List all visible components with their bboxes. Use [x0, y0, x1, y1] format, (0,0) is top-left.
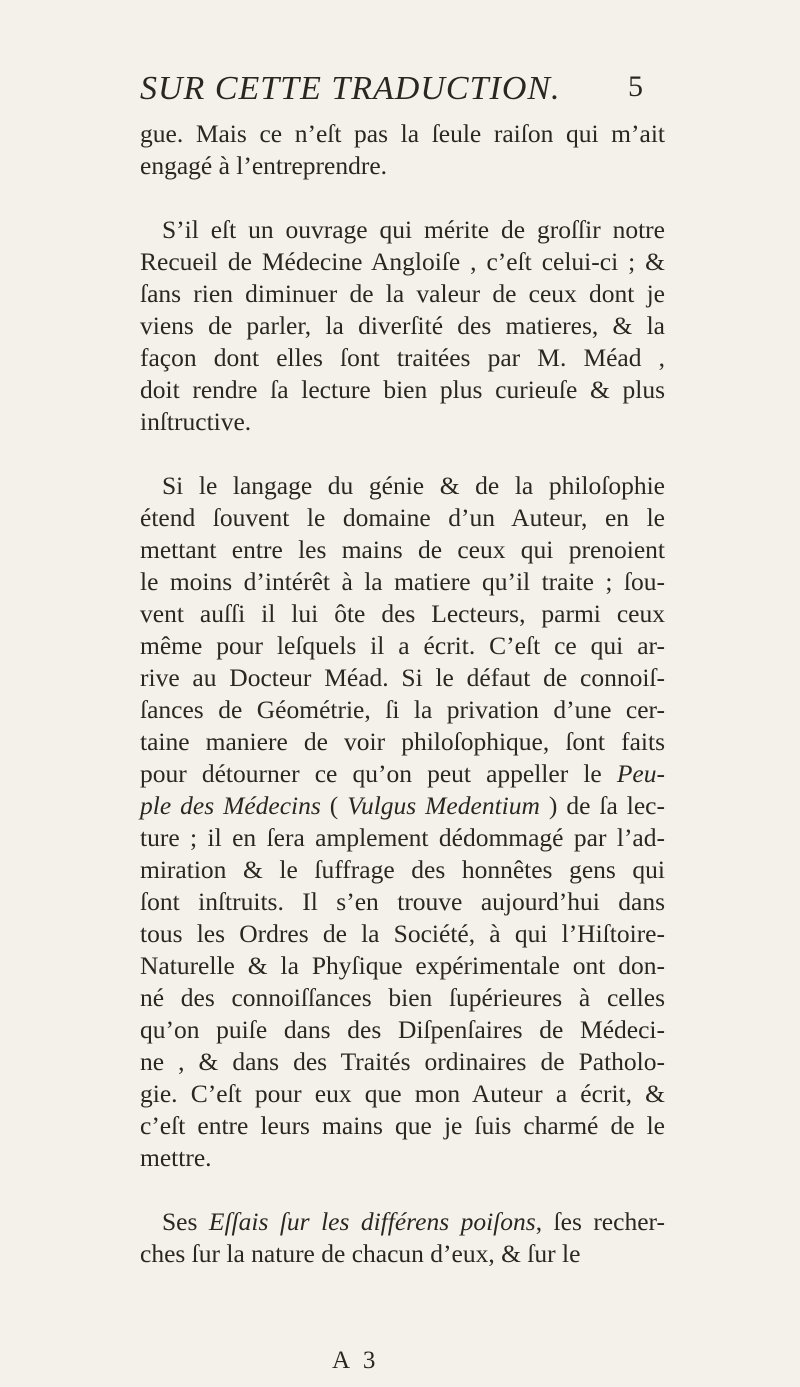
text-line: le moins d’intérêt à la matiere qu’il traite ; ſou- — [140, 567, 665, 596]
text-line: gie. C’eſt pour eux que mon Auteur a écrit, & — [140, 1079, 665, 1108]
text-line: ches ſur la nature de chacun d’eux, & ſur le — [140, 1239, 581, 1268]
text-line: ple des Médecins ( Vulgus Medentium ) de ſa lec- — [140, 791, 665, 820]
text-line: miration & le ſuffrage des honnêtes gens qui — [140, 855, 665, 884]
text-line: ſont inſtruits. Il s’en trouve aujourd’hui dans — [140, 887, 665, 916]
text-line: mettant entre les mains de ceux qui prenoient — [140, 535, 665, 564]
page-header — [140, 70, 644, 110]
running-title: SUR CETTE TRADUCTION. — [140, 70, 561, 107]
text-line: même pour leſquels il a écrit. C’eſt ce qui ar- — [140, 631, 665, 660]
paragraph — [140, 118, 665, 182]
text-line: S’il eſt un ouvrage qui mérite de groſſir notre — [162, 215, 665, 244]
text-line: ſans rien diminuer de la valeur de ceux dont je — [140, 279, 665, 308]
text-line: Si le langage du génie & de la philoſophie — [162, 471, 665, 500]
text-line: vent auſſi il lui ôte des Lecteurs, parmi ceux — [140, 599, 665, 628]
text-line: façon dont elles ſont traitées par M. Méad , — [140, 343, 665, 372]
text-line: taine maniere de voir philoſophique, ſont faits — [140, 727, 665, 756]
text-line: Recueil de Médecine Angloiſe , c’eſt celui-ci ; & — [140, 247, 665, 276]
paragraph-gap — [140, 438, 665, 470]
text-line: c’eſt entre leurs mains que je ſuis charmé de le — [140, 1111, 665, 1140]
text-line: pour détourner ce qu’on peut appeller le Peu- — [140, 759, 665, 788]
text-line: viens de parler, la diverſité des matieres, & la — [140, 311, 665, 340]
text-line: gue. Mais ce n’eſt pas la ſeule raiſon qui m’ait — [140, 119, 665, 148]
paragraph-gap — [140, 182, 665, 214]
text-line: engagé à l’entreprendre. — [140, 151, 388, 180]
text-line: né des connoiſſances bien ſupérieures à celles — [140, 983, 665, 1012]
text-line: tous les Ordres de la Société, à qui l’Hiſtoire- — [140, 919, 665, 948]
signature-mark: A 3 — [332, 1347, 380, 1374]
text-line: ſances de Géométrie, ſi la privation d’une cer- — [140, 695, 665, 724]
text-line: mettre. — [140, 1143, 212, 1172]
text-line: ture ; il en ſera amplement dédommagé par l’ad- — [140, 823, 665, 852]
text-line: étend ſouvent le domaine d’un Auteur, en le — [140, 503, 665, 532]
body-text — [140, 118, 665, 1270]
text-line: Naturelle & la Phyſique expérimentale ont don- — [140, 951, 665, 980]
paragraph-gap — [140, 1174, 665, 1206]
text-line: Ses Eſſais ſur les différens poiſons, ſes recher- — [162, 1207, 665, 1236]
text-line: rive au Docteur Méad. Si le défaut de connoiſ- — [140, 663, 665, 692]
text-line: qu’on puiſe dans des Diſpenſaires de Médeci- — [140, 1015, 665, 1044]
text-line: inſtructive. — [140, 407, 252, 436]
paragraph — [140, 214, 665, 438]
text-line: doit rendre ſa lecture bien plus curieuſe & plus — [140, 375, 665, 404]
paragraph — [140, 470, 665, 1174]
page-number: 5 — [628, 70, 644, 103]
paragraph — [140, 1206, 665, 1270]
text-line: ne , & dans des Traités ordinaires de Patholo- — [140, 1047, 665, 1076]
